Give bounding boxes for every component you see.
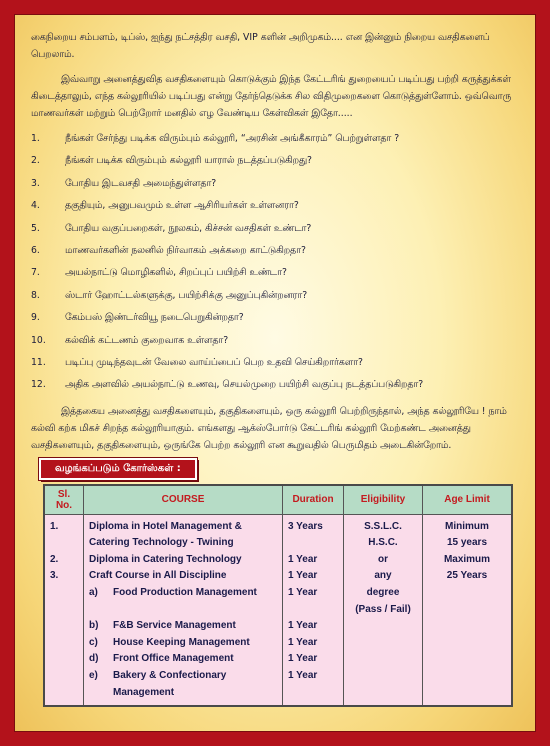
eligibility-value: or bbox=[378, 553, 388, 565]
question-text: கேம்பஸ் இண்டர்வியூ நடைபெறுகின்றதா? bbox=[65, 312, 244, 324]
duration-value: 1 Year bbox=[288, 670, 318, 682]
duration-value: 1 Year bbox=[288, 553, 318, 565]
courses-banner: வழங்கப்படும் கோர்ஸ்கள் : bbox=[39, 458, 197, 480]
question-text: நீங்கள் சேர்ந்து படிக்க விரும்பும் கல்லூரி, “அரசின் அங்கீகாரம்” பெற்றுள்ளதா ? bbox=[65, 133, 400, 144]
sl-no-header bbox=[44, 485, 84, 515]
duration-value: 1 Year bbox=[288, 653, 318, 665]
question-text: அயல்நாட்டு மொழிகளில், சிறப்புப் பயிற்சி உண்டா? bbox=[65, 267, 287, 279]
question-number: 9. bbox=[31, 312, 40, 324]
question-item bbox=[31, 240, 519, 262]
eligibility-value: S.S.L.C. bbox=[364, 520, 402, 532]
criteria-paragraph: இவ்வாறு அனைத்துவித வசதிகளையும் கொடுக்கும் இந்த கேட்டரிங் துறையைப் படிப்பது பற்றி கருத்துக்கள் கிடைத்தாலும், எந்த கல்லூரியில் படிப்பது என்று தேர்ந்தெடுக்க சில விதிமுறைகளை கொடுத்துள்ளோம். ஒவ்வொரு மாணவர்கள் மற்றும் பெற்றோர் மனதில் எழ வேண்டிய கேள்விகள் இதோ..... bbox=[31, 74, 512, 119]
duration-header: Duration bbox=[283, 485, 344, 515]
question-text: போதிய வகுப்பறைகள், நூலகம், கிச்சன் வசதிகள் உண்டா? bbox=[65, 222, 312, 234]
question-list bbox=[31, 128, 519, 397]
eligibility-value: degree bbox=[366, 587, 400, 599]
sl-column bbox=[44, 514, 84, 706]
sl-number: 2. bbox=[50, 553, 59, 565]
sub-course-name: House Keeping Management bbox=[113, 636, 250, 648]
sub-course bbox=[89, 635, 277, 652]
question-text: ஸ்டார் ஹோட்டல்களுக்கு, பயிற்சிக்கு அனுப்புகின்றனரா? bbox=[65, 289, 308, 301]
eligibility-header: Eligibility bbox=[344, 485, 423, 515]
table-row bbox=[44, 514, 512, 706]
age-value: 25 Years bbox=[446, 570, 488, 582]
sub-course bbox=[89, 618, 277, 635]
question-number: 8. bbox=[31, 289, 40, 301]
spacer bbox=[89, 602, 277, 619]
course-name: Catering Technology - Twining bbox=[89, 537, 234, 549]
age-limit-header: Age Limit bbox=[423, 485, 513, 515]
question-number: 2. bbox=[31, 155, 40, 167]
question-number: 7. bbox=[31, 267, 40, 279]
sub-course-name: Food Production Management bbox=[113, 587, 257, 599]
question-text: போதிய இடவசதி அமைந்துள்ளதா? bbox=[65, 177, 217, 189]
eligibility-value: any bbox=[374, 570, 392, 582]
sub-course-letter: c) bbox=[89, 636, 98, 648]
question-number: 3. bbox=[31, 177, 40, 189]
sub-course-letter: e) bbox=[89, 670, 98, 682]
age-value: Minimum bbox=[445, 520, 489, 532]
question-text: தகுதியும், அனுபவமும் உள்ள ஆசிரியர்கள் உள்ளனரா? bbox=[65, 200, 299, 212]
question-item bbox=[31, 173, 519, 195]
sub-course bbox=[89, 651, 277, 668]
courses-table bbox=[43, 484, 513, 708]
sub-course-name: F&B Service Management bbox=[113, 620, 236, 632]
question-item bbox=[31, 374, 519, 396]
sub-course-letter: d) bbox=[89, 653, 99, 665]
duration-column bbox=[283, 514, 344, 706]
age-value: Maximum bbox=[443, 553, 491, 565]
sl-header-line: Sl. bbox=[57, 488, 71, 500]
duration-value: 1 Year bbox=[288, 620, 318, 632]
sub-course-letter: a) bbox=[89, 587, 98, 599]
eligibility-column bbox=[344, 514, 423, 706]
age-value: 15 years bbox=[446, 537, 488, 549]
duration-value: 1 Year bbox=[288, 587, 318, 599]
no-header-line: No. bbox=[55, 499, 73, 511]
sub-course bbox=[89, 685, 277, 702]
question-text: நீங்கள் படிக்க விரும்பும் கல்லூரி யாரால் நடத்தப்படுகிறது? bbox=[65, 155, 312, 167]
duration-value: 3 Years bbox=[288, 520, 323, 532]
question-item bbox=[31, 128, 519, 150]
sub-course-name: Management bbox=[113, 686, 175, 698]
question-text: படிப்பு முடிந்தவுடன் வேலை வாய்ப்பைப் பெற உதவி செய்கிறார்களா? bbox=[65, 356, 363, 368]
question-item bbox=[31, 218, 519, 240]
question-item bbox=[31, 352, 519, 374]
question-item bbox=[31, 330, 519, 352]
sub-course-letter: b) bbox=[89, 620, 99, 632]
closing-paragraph: இத்தகைய அனைத்து வசதிகளையும், தகுதிகளையும், ஒரு கல்லூரி பெற்றிருந்தால், அந்த கல்லூரியே ! நாம் கல்வி கற்க மிகச் சிறந்த கல்லூரியாகும். எங்களது ஆக்ஸ்போர்டு கேட்டரிங் கல்லூரி மேற்கண்ட அனைத்து வசதிகளையும், தகுதிகளையும், ஒருங்கே பெற்ற கல்லூரி என கூறுவதில் பெருமிதம் அடைகின்றோம். bbox=[31, 405, 507, 451]
course-header: COURSE bbox=[84, 485, 283, 515]
question-number: 1. bbox=[31, 133, 40, 144]
course-name: Diploma in Hotel Management & bbox=[89, 520, 242, 532]
question-number: 4. bbox=[31, 200, 40, 212]
question-number: 10. bbox=[31, 334, 46, 346]
question-item bbox=[31, 307, 519, 329]
sl-number bbox=[50, 535, 78, 552]
duration-value: 1 Year bbox=[288, 570, 318, 582]
question-item bbox=[31, 262, 519, 284]
sub-course bbox=[89, 668, 277, 685]
course-name: Diploma in Catering Technology bbox=[89, 553, 242, 565]
question-item bbox=[31, 150, 519, 172]
question-text: மாணவர்களின் நலனில் நிர்வாகம் அக்கறை காட்டுகிறதா? bbox=[65, 244, 306, 256]
sub-course-name: Front Office Management bbox=[113, 653, 234, 665]
eligibility-value: H.S.C. bbox=[368, 537, 398, 549]
question-number: 11. bbox=[31, 356, 46, 368]
eligibility-value: (Pass / Fail) bbox=[355, 603, 411, 615]
question-number: 5. bbox=[31, 222, 40, 234]
question-item bbox=[31, 195, 519, 217]
question-number: 6. bbox=[31, 244, 40, 256]
sub-course bbox=[89, 585, 277, 602]
question-text: கல்விக் கட்டணம் குறைவாக உள்ளதா? bbox=[65, 334, 229, 346]
question-text: அதிக அளவில் அயல்நாட்டு உணவு, செயல்முறை பயிற்சி வகுப்பு நடத்தப்படுகிறதா? bbox=[65, 379, 424, 391]
content-panel bbox=[14, 14, 536, 732]
sl-number: 3. bbox=[50, 570, 59, 582]
course-name: Craft Course in All Discipline bbox=[89, 570, 227, 582]
sl-number: 1. bbox=[50, 520, 59, 532]
sub-course-name: Bakery & Confectionary bbox=[113, 670, 227, 682]
table-header-row bbox=[44, 485, 512, 515]
age-limit-column bbox=[423, 514, 513, 706]
intro-paragraph: கைநிறைய சம்பளம், டிப்ஸ், ஐந்து நட்சத்திர வசதி, VIP களின் அறிமுகம்.... என இன்னும் நிறைய வசதிகளைப் பெறலாம். bbox=[31, 32, 490, 60]
duration-value: 1 Year bbox=[288, 636, 318, 648]
question-number: 12. bbox=[31, 379, 46, 391]
course-column bbox=[84, 514, 283, 706]
question-item bbox=[31, 285, 519, 307]
